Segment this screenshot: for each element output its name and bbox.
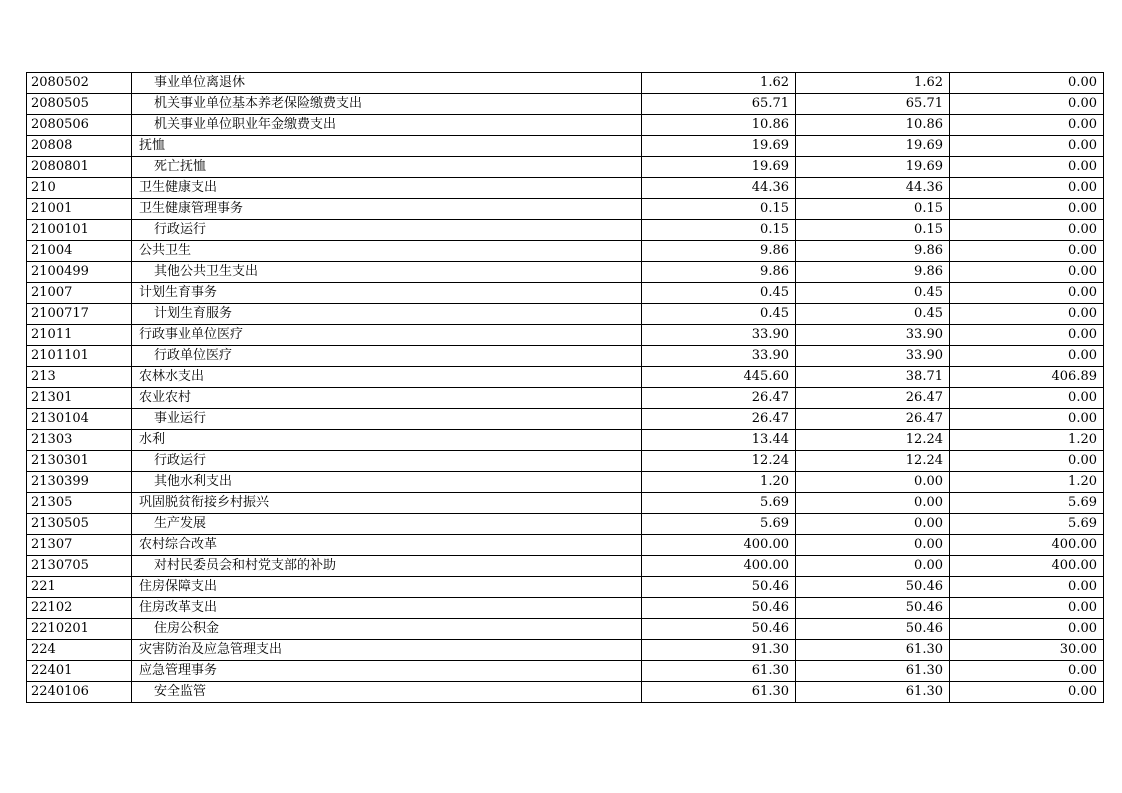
subject-code-cell: 2080801 [27, 157, 132, 178]
project-expenditure-cell: 0.00 [950, 115, 1104, 136]
table-body [27, 73, 1104, 703]
subject-name-cell: 对村民委员会和村党支部的补助 [132, 556, 642, 577]
basic-expenditure-cell: 50.46 [796, 619, 950, 640]
subject-name-cell: 死亡抚恤 [132, 157, 642, 178]
table-row [27, 346, 1104, 367]
subject-name-cell: 计划生育事务 [132, 283, 642, 304]
table-row [27, 598, 1104, 619]
total-amount-cell: 1.62 [642, 73, 796, 94]
subject-code-cell: 20808 [27, 136, 132, 157]
total-amount-cell: 0.45 [642, 283, 796, 304]
project-expenditure-cell: 400.00 [950, 556, 1104, 577]
total-amount-cell: 9.86 [642, 262, 796, 283]
total-amount-cell: 33.90 [642, 325, 796, 346]
table-row [27, 388, 1104, 409]
project-expenditure-cell: 400.00 [950, 535, 1104, 556]
subject-code-cell: 2130505 [27, 514, 132, 535]
subject-name-cell: 机关事业单位职业年金缴费支出 [132, 115, 642, 136]
subject-code-cell: 221 [27, 577, 132, 598]
budget-expenditure-table [26, 72, 1104, 703]
table-row [27, 493, 1104, 514]
table-row [27, 94, 1104, 115]
table-row [27, 178, 1104, 199]
subject-code-cell: 21301 [27, 388, 132, 409]
subject-code-cell: 2130301 [27, 451, 132, 472]
table-row [27, 220, 1104, 241]
basic-expenditure-cell: 9.86 [796, 241, 950, 262]
subject-code-cell: 2080505 [27, 94, 132, 115]
subject-name-cell: 农村综合改革 [132, 535, 642, 556]
project-expenditure-cell: 30.00 [950, 640, 1104, 661]
table-row [27, 409, 1104, 430]
subject-code-cell: 2101101 [27, 346, 132, 367]
total-amount-cell: 50.46 [642, 577, 796, 598]
subject-code-cell: 21004 [27, 241, 132, 262]
total-amount-cell: 0.45 [642, 304, 796, 325]
subject-code-cell: 21305 [27, 493, 132, 514]
total-amount-cell: 50.46 [642, 598, 796, 619]
basic-expenditure-cell: 61.30 [796, 640, 950, 661]
total-amount-cell: 65.71 [642, 94, 796, 115]
basic-expenditure-cell: 10.86 [796, 115, 950, 136]
subject-code-cell: 2130399 [27, 472, 132, 493]
subject-code-cell: 2080502 [27, 73, 132, 94]
subject-name-cell: 农业农村 [132, 388, 642, 409]
project-expenditure-cell: 0.00 [950, 136, 1104, 157]
basic-expenditure-cell: 19.69 [796, 157, 950, 178]
project-expenditure-cell: 0.00 [950, 661, 1104, 682]
project-expenditure-cell: 1.20 [950, 430, 1104, 451]
subject-name-cell: 生产发展 [132, 514, 642, 535]
basic-expenditure-cell: 26.47 [796, 409, 950, 430]
project-expenditure-cell: 0.00 [950, 346, 1104, 367]
basic-expenditure-cell: 12.24 [796, 430, 950, 451]
total-amount-cell: 12.24 [642, 451, 796, 472]
total-amount-cell: 9.86 [642, 241, 796, 262]
subject-name-cell: 住房保障支出 [132, 577, 642, 598]
subject-code-cell: 2080506 [27, 115, 132, 136]
basic-expenditure-cell: 0.00 [796, 493, 950, 514]
subject-name-cell: 事业单位离退休 [132, 73, 642, 94]
total-amount-cell: 19.69 [642, 136, 796, 157]
total-amount-cell: 5.69 [642, 514, 796, 535]
table-row [27, 241, 1104, 262]
project-expenditure-cell: 0.00 [950, 241, 1104, 262]
project-expenditure-cell: 0.00 [950, 157, 1104, 178]
project-expenditure-cell: 0.00 [950, 178, 1104, 199]
total-amount-cell: 33.90 [642, 346, 796, 367]
total-amount-cell: 44.36 [642, 178, 796, 199]
subject-code-cell: 2130705 [27, 556, 132, 577]
subject-code-cell: 2240106 [27, 682, 132, 703]
total-amount-cell: 5.69 [642, 493, 796, 514]
total-amount-cell: 0.15 [642, 220, 796, 241]
subject-name-cell: 计划生育服务 [132, 304, 642, 325]
basic-expenditure-cell: 0.45 [796, 283, 950, 304]
table-row [27, 283, 1104, 304]
subject-code-cell: 224 [27, 640, 132, 661]
table-row [27, 367, 1104, 388]
basic-expenditure-cell: 19.69 [796, 136, 950, 157]
total-amount-cell: 91.30 [642, 640, 796, 661]
total-amount-cell: 0.15 [642, 199, 796, 220]
subject-code-cell: 2100101 [27, 220, 132, 241]
subject-code-cell: 2210201 [27, 619, 132, 640]
basic-expenditure-cell: 61.30 [796, 661, 950, 682]
subject-code-cell: 2130104 [27, 409, 132, 430]
basic-expenditure-cell: 9.86 [796, 262, 950, 283]
basic-expenditure-cell: 1.62 [796, 73, 950, 94]
project-expenditure-cell: 0.00 [950, 73, 1104, 94]
subject-name-cell: 水利 [132, 430, 642, 451]
basic-expenditure-cell: 44.36 [796, 178, 950, 199]
table-row [27, 577, 1104, 598]
subject-code-cell: 22102 [27, 598, 132, 619]
subject-code-cell: 21007 [27, 283, 132, 304]
basic-expenditure-cell: 26.47 [796, 388, 950, 409]
project-expenditure-cell: 0.00 [950, 262, 1104, 283]
project-expenditure-cell: 5.69 [950, 514, 1104, 535]
project-expenditure-cell: 406.89 [950, 367, 1104, 388]
budget-table-page [26, 72, 1104, 703]
basic-expenditure-cell: 0.00 [796, 472, 950, 493]
project-expenditure-cell: 0.00 [950, 220, 1104, 241]
total-amount-cell: 400.00 [642, 556, 796, 577]
table-row [27, 73, 1104, 94]
basic-expenditure-cell: 0.45 [796, 304, 950, 325]
basic-expenditure-cell: 33.90 [796, 325, 950, 346]
subject-name-cell: 巩固脱贫衔接乡村振兴 [132, 493, 642, 514]
basic-expenditure-cell: 33.90 [796, 346, 950, 367]
project-expenditure-cell: 0.00 [950, 304, 1104, 325]
table-row [27, 682, 1104, 703]
basic-expenditure-cell: 0.15 [796, 220, 950, 241]
table-row [27, 262, 1104, 283]
subject-name-cell: 行政单位医疗 [132, 346, 642, 367]
basic-expenditure-cell: 65.71 [796, 94, 950, 115]
total-amount-cell: 10.86 [642, 115, 796, 136]
total-amount-cell: 19.69 [642, 157, 796, 178]
subject-name-cell: 住房公积金 [132, 619, 642, 640]
subject-name-cell: 灾害防治及应急管理支出 [132, 640, 642, 661]
basic-expenditure-cell: 50.46 [796, 598, 950, 619]
subject-name-cell: 事业运行 [132, 409, 642, 430]
project-expenditure-cell: 1.20 [950, 472, 1104, 493]
table-row [27, 640, 1104, 661]
table-row [27, 115, 1104, 136]
project-expenditure-cell: 0.00 [950, 619, 1104, 640]
subject-name-cell: 安全监管 [132, 682, 642, 703]
subject-name-cell: 行政事业单位医疗 [132, 325, 642, 346]
table-row [27, 451, 1104, 472]
project-expenditure-cell: 0.00 [950, 451, 1104, 472]
project-expenditure-cell: 5.69 [950, 493, 1104, 514]
basic-expenditure-cell: 0.15 [796, 199, 950, 220]
total-amount-cell: 50.46 [642, 619, 796, 640]
total-amount-cell: 26.47 [642, 409, 796, 430]
basic-expenditure-cell: 0.00 [796, 514, 950, 535]
subject-name-cell: 应急管理事务 [132, 661, 642, 682]
subject-name-cell: 其他水利支出 [132, 472, 642, 493]
table-row [27, 157, 1104, 178]
total-amount-cell: 445.60 [642, 367, 796, 388]
total-amount-cell: 400.00 [642, 535, 796, 556]
total-amount-cell: 61.30 [642, 682, 796, 703]
project-expenditure-cell: 0.00 [950, 577, 1104, 598]
table-row [27, 514, 1104, 535]
subject-name-cell: 抚恤 [132, 136, 642, 157]
basic-expenditure-cell: 12.24 [796, 451, 950, 472]
total-amount-cell: 1.20 [642, 472, 796, 493]
table-row [27, 430, 1104, 451]
project-expenditure-cell: 0.00 [950, 409, 1104, 430]
basic-expenditure-cell: 38.71 [796, 367, 950, 388]
table-row [27, 472, 1104, 493]
project-expenditure-cell: 0.00 [950, 283, 1104, 304]
subject-code-cell: 22401 [27, 661, 132, 682]
subject-code-cell: 21307 [27, 535, 132, 556]
subject-code-cell: 21011 [27, 325, 132, 346]
table-row [27, 199, 1104, 220]
project-expenditure-cell: 0.00 [950, 199, 1104, 220]
table-row [27, 304, 1104, 325]
subject-name-cell: 机关事业单位基本养老保险缴费支出 [132, 94, 642, 115]
subject-code-cell: 21303 [27, 430, 132, 451]
table-row [27, 619, 1104, 640]
total-amount-cell: 26.47 [642, 388, 796, 409]
subject-name-cell: 行政运行 [132, 220, 642, 241]
subject-name-cell: 行政运行 [132, 451, 642, 472]
subject-name-cell: 卫生健康管理事务 [132, 199, 642, 220]
project-expenditure-cell: 0.00 [950, 388, 1104, 409]
subject-name-cell: 公共卫生 [132, 241, 642, 262]
project-expenditure-cell: 0.00 [950, 94, 1104, 115]
subject-name-cell: 其他公共卫生支出 [132, 262, 642, 283]
project-expenditure-cell: 0.00 [950, 682, 1104, 703]
table-row [27, 556, 1104, 577]
subject-code-cell: 2100499 [27, 262, 132, 283]
subject-code-cell: 213 [27, 367, 132, 388]
project-expenditure-cell: 0.00 [950, 325, 1104, 346]
table-row [27, 136, 1104, 157]
subject-name-cell: 农林水支出 [132, 367, 642, 388]
subject-code-cell: 2100717 [27, 304, 132, 325]
subject-code-cell: 210 [27, 178, 132, 199]
basic-expenditure-cell: 50.46 [796, 577, 950, 598]
subject-name-cell: 卫生健康支出 [132, 178, 642, 199]
table-row [27, 325, 1104, 346]
basic-expenditure-cell: 61.30 [796, 682, 950, 703]
total-amount-cell: 61.30 [642, 661, 796, 682]
subject-code-cell: 21001 [27, 199, 132, 220]
table-row [27, 661, 1104, 682]
table-row [27, 535, 1104, 556]
subject-name-cell: 住房改革支出 [132, 598, 642, 619]
basic-expenditure-cell: 0.00 [796, 556, 950, 577]
total-amount-cell: 13.44 [642, 430, 796, 451]
basic-expenditure-cell: 0.00 [796, 535, 950, 556]
project-expenditure-cell: 0.00 [950, 598, 1104, 619]
